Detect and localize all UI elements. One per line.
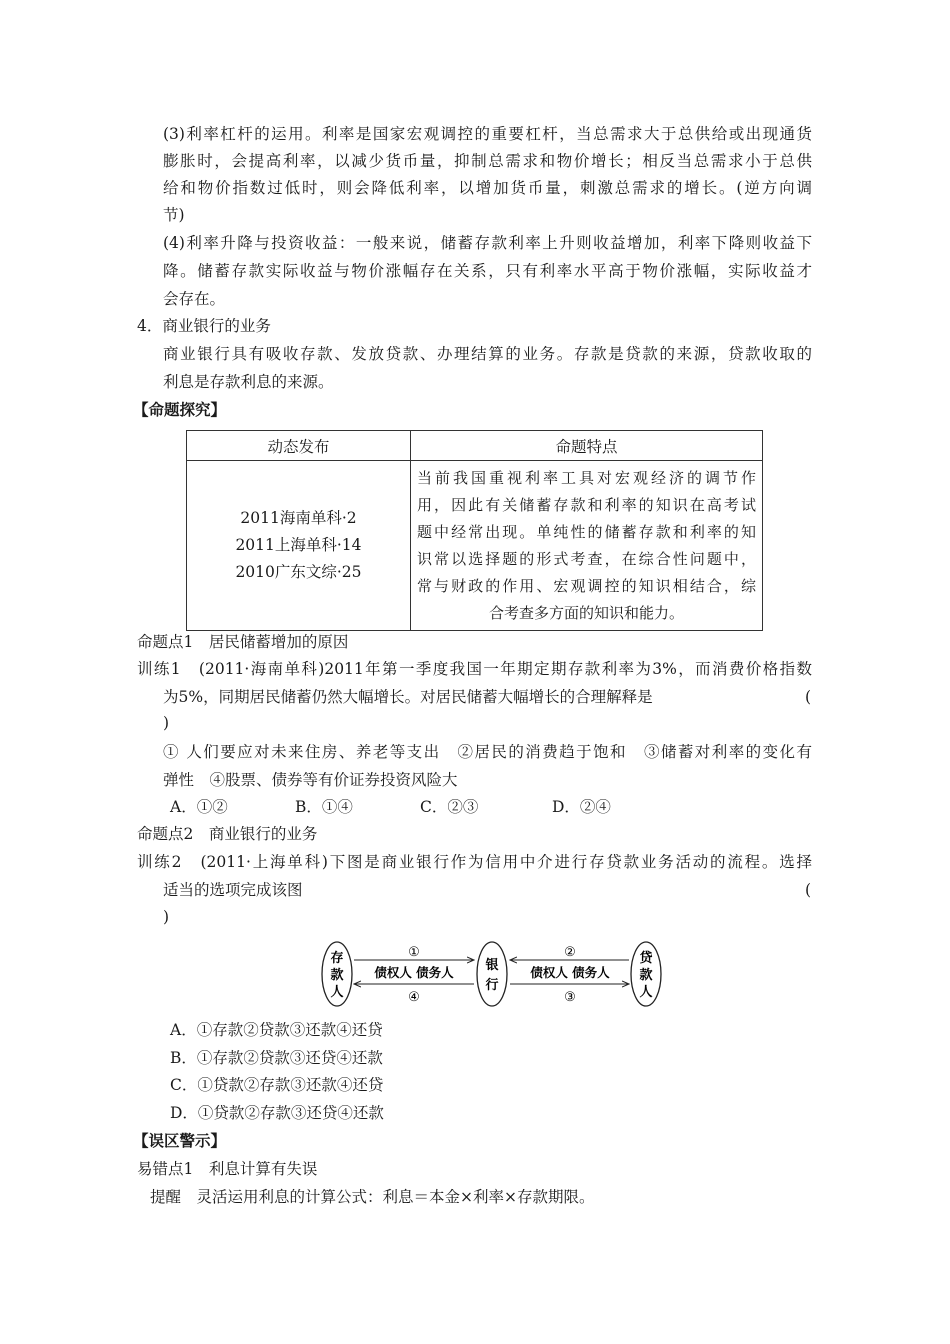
training2-option-b: B．①存款②贷款③还贷④还款	[170, 1049, 383, 1067]
training2-option-d: D．①贷款②存款③还贷④还款	[170, 1104, 384, 1122]
para3-line3: 给和物价指数过低时，则会降低利率，以增加货币量，刺激总需求的增长。(逆方向调	[163, 179, 812, 197]
training2-paren-close: )	[163, 908, 170, 926]
table-feature-line: 合考查多方面的知识和能力。	[488, 603, 684, 622]
exam-table	[186, 430, 763, 631]
table-feature-line: 用，因此有关储蓄存款和利率的知识在高考试	[417, 495, 756, 514]
section4-heading: 4．商业银行的业务	[137, 317, 271, 335]
depositor-char: 款	[330, 968, 344, 983]
training2-line2: 适当的选项完成该图	[163, 881, 303, 899]
label-num-3: ③	[564, 990, 576, 1005]
training1-option-a: A．①②	[170, 798, 228, 816]
training1-option-d: D．②④	[552, 798, 611, 816]
training1-paren-open: (	[805, 688, 812, 706]
training1-line2: 为5%，同期居民储蓄仍然大幅增长。对居民储蓄大幅增长的合理解释是	[163, 688, 653, 706]
borrower-char: 贷	[639, 951, 653, 966]
point2-title: 命题点2 商业银行的业务	[137, 825, 318, 843]
para3-line2: 膨胀时，会提高利率，以减少货币量，抑制总需求和物价增长；相反当总需求小于总供	[163, 152, 812, 170]
training1-option-c: C．②③	[420, 798, 479, 816]
label-creditor-debtor-right: 债权人 债务人	[530, 965, 610, 980]
table-source: 2011海南单科·2	[240, 509, 357, 527]
bank-char: 行	[485, 978, 499, 993]
table-source: 2011上海单科·14	[235, 536, 362, 554]
table-feature-line: 当前我国重视利率工具对宏观经济的调节作	[417, 468, 756, 487]
section4-line1: 商业银行具有吸收存款、发放贷款、办理结算的业务。存款是贷款的来源，贷款收取的	[163, 345, 812, 363]
borrower-char: 款	[639, 968, 653, 983]
training1-paren-close: )	[163, 714, 170, 732]
bank-char: 银	[485, 958, 499, 973]
bank-node	[477, 942, 507, 1006]
point1-title: 命题点1 居民储蓄增加的原因	[137, 633, 349, 651]
training2-option-a: A．①存款②贷款③还款④还贷	[170, 1021, 383, 1039]
table-feature-line: 题中经常出现。单纯性的储蓄存款和利率的知	[417, 522, 756, 541]
table-features-cell	[411, 461, 763, 631]
training2-option-c: C．①贷款②存款③还款④还贷	[170, 1076, 384, 1094]
mingti-heading: 【命题探究】	[133, 400, 227, 419]
training2-paren-open: (	[805, 881, 812, 899]
training1-statement-line2: 弹性 ④股票、债券等有价证券投资风险大	[163, 771, 458, 789]
training1-option-b: B．①④	[295, 798, 353, 816]
table-feature-line: 常与财政的作用、宏观调控的知识相结合，综	[417, 576, 756, 595]
training1-statement-line1: ① 人们要应对未来住房、养老等支出 ②居民的消费趋于饱和 ③储蓄对利率的变化有	[163, 743, 812, 761]
wuqu-heading: 【误区警示】	[133, 1131, 227, 1150]
training2-line1: 训练2 (2011·上海单科)下图是商业银行作为信用中介进行存贷款业务活动的流程。选择	[137, 853, 812, 871]
label-creditor-debtor-left: 债权人 债务人	[374, 965, 454, 980]
credit-flow-diagram	[318, 938, 664, 1010]
tixing-reminder: 提醒 灵活运用利息的计算公式：利息＝本金×利率×存款期限。	[150, 1188, 595, 1206]
section4-line2: 利息是存款利息的来源。	[163, 373, 334, 391]
table-sources-cell	[187, 461, 411, 631]
para3-line4: 节)	[163, 206, 185, 224]
table-header-source: 动态发布	[187, 431, 411, 461]
borrower-char: 人	[639, 985, 653, 1000]
table-header-feature: 命题特点	[411, 431, 763, 461]
para4-line3: 会存在。	[163, 290, 226, 308]
table-feature-line: 识常以选择题的形式考查，在综合性问题中，	[417, 549, 756, 568]
depositor-char: 人	[330, 985, 344, 1000]
depositor-char: 存	[330, 951, 344, 966]
label-num-2: ②	[564, 945, 576, 960]
table-source: 2010广东文综·25	[235, 563, 362, 581]
para4-line1: (4)利率升降与投资收益：一般来说，储蓄存款利率上升则收益增加，利率下降则收益下	[163, 234, 812, 252]
para4-line2: 降。储蓄存款实际收益与物价涨幅存在关系，只有利率水平高于物价涨幅，实际收益才	[163, 262, 812, 280]
para3-line1: (3)利率杠杆的运用。利率是国家宏观调控的重要杠杆，当总需求大于总供给或出现通货	[163, 125, 812, 143]
label-num-1: ①	[408, 945, 420, 960]
yicuo-point1: 易错点1 利息计算有失误	[137, 1160, 318, 1178]
label-num-4: ④	[408, 990, 420, 1005]
training1-line1: 训练1 (2011·海南单科)2011年第一季度我国一年期定期存款利率为3%，而消费价格指数	[137, 660, 812, 678]
